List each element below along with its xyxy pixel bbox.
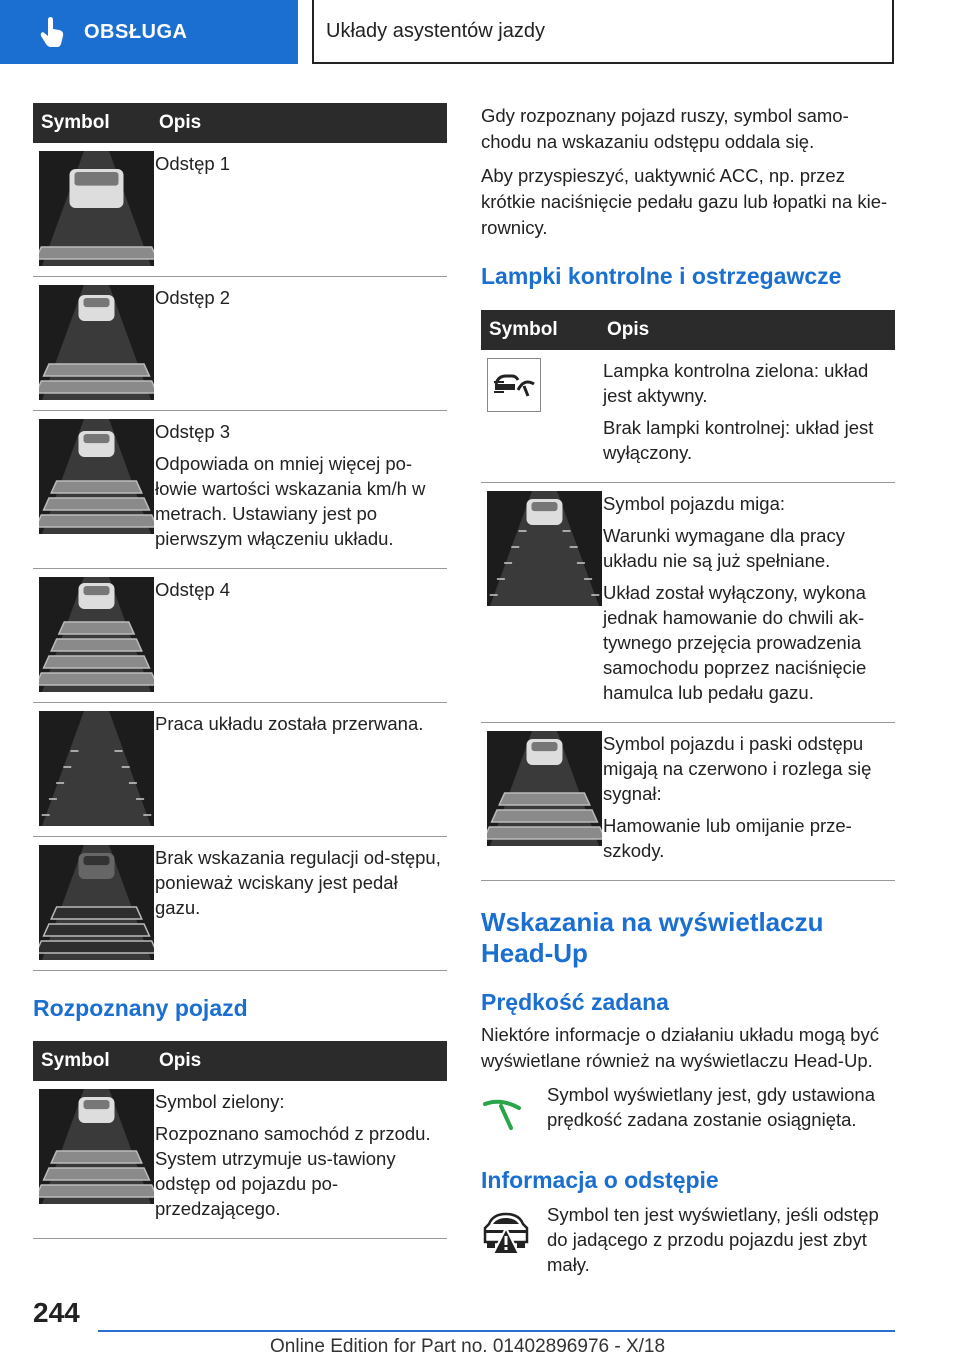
description-text: Odstęp 1 xyxy=(155,153,231,174)
description-cell xyxy=(151,411,447,568)
distance-heading: Informacja o odstępie xyxy=(481,1167,719,1193)
table-row xyxy=(33,1081,447,1239)
description-text: Brak lampki kontrolnej: układ jest wyłączony. xyxy=(603,417,874,463)
column-symbol: Symbol xyxy=(41,1050,110,1071)
table-row xyxy=(33,569,447,703)
car-red-image xyxy=(487,731,602,846)
car-blink-image xyxy=(487,491,602,606)
description-cell xyxy=(151,277,236,410)
distance-warning-icon xyxy=(481,1202,547,1277)
description-cell xyxy=(599,483,895,722)
distance-icon-row xyxy=(481,1202,895,1277)
recognized-heading: Rozpoznany pojazd xyxy=(33,995,248,1021)
description-text: Hamowanie lub omijanie prze-szkody. xyxy=(603,815,852,861)
speed-icon-row xyxy=(481,1082,895,1141)
description-text: Warunki wymagane dla pracy układu nie są już spełniane. xyxy=(603,525,845,571)
description-text: Odstęp 4 xyxy=(155,579,231,600)
pointing-hand-icon xyxy=(38,17,68,47)
car-distance-dark-image xyxy=(39,845,154,960)
table-header xyxy=(481,310,895,350)
page-number: 244 xyxy=(33,1297,80,1328)
description-cell xyxy=(151,837,447,970)
car-distance-3-image xyxy=(39,419,154,534)
acc-indicator-icon xyxy=(487,358,541,412)
column-symbol: Symbol xyxy=(41,112,110,133)
symbol-cell xyxy=(33,277,151,410)
description-text: Odstęp 3 xyxy=(155,421,231,442)
car-green-image xyxy=(39,1089,154,1204)
set-speed-icon xyxy=(481,1082,547,1141)
distance-icon-text: Symbol ten jest wyświetlany, jeśli odstęp do jadącego z przodu pojazdu jest zbyt mały. xyxy=(547,1204,879,1275)
table-row xyxy=(33,703,447,837)
speed-heading: Prędkość zadana xyxy=(481,989,669,1015)
symbol-cell xyxy=(33,569,151,702)
description-text: Symbol pojazdu i paski odstępu migają na czerwono i rozlega się sygnał: xyxy=(603,733,872,804)
description-cell xyxy=(151,143,236,276)
lamps-heading: Lampki kontrolne i ostrzegawcze xyxy=(481,263,842,289)
table-header xyxy=(33,1041,447,1081)
table-row xyxy=(33,143,447,277)
description-cell xyxy=(151,703,429,836)
description-text: Lampka kontrolna zielona: układ jest aktywny. xyxy=(603,360,869,406)
section-tab[interactable] xyxy=(0,0,298,64)
table-row xyxy=(481,350,895,483)
symbol-cell xyxy=(481,723,599,880)
car-distance-4-image xyxy=(39,577,154,692)
symbol-cell xyxy=(33,411,151,568)
car-distance-2-image xyxy=(39,285,154,400)
description-text: Rozpoznano samochód z przodu. System utrzymuje us-tawiony odstęp od pojazdu po-przedzającego. xyxy=(155,1123,431,1219)
symbol-cell xyxy=(33,703,151,836)
speed-paragraph: Niektóre informacje o działaniu układu mogą być wyświetlane również na wyświetlaczu Head-Up. xyxy=(481,1024,879,1071)
description-text: Odstęp 2 xyxy=(155,287,231,308)
lane-no-car-image xyxy=(39,711,154,826)
description-cell xyxy=(599,723,895,880)
column-description: Opis xyxy=(607,319,650,340)
chapter-title: Układy asystentów jazdy xyxy=(312,0,894,64)
column-description: Opis xyxy=(159,1050,202,1071)
intro-paragraph-2: Aby przyspieszyć, uaktywnić ACC, np. przez krótkie naciśnięcie pedału gazu lub łopatki na kie-rownicy. xyxy=(481,165,888,238)
table-row xyxy=(33,837,447,971)
page-header xyxy=(0,0,960,66)
footer-edition: Online Edition for Part no. 01402896976 - X/18 xyxy=(270,1336,666,1357)
symbol-cell xyxy=(481,350,599,482)
description-text: Odpowiada on mniej więcej po-łowie wartości wskazania km/h w metrach. Ustawiany jest po pierwszym włączeniu układu. xyxy=(155,453,426,549)
symbol-cell xyxy=(33,1081,151,1238)
description-text: Symbol zielony: xyxy=(155,1091,285,1112)
speed-icon-text: Symbol wyświetlany jest, gdy ustawiona prędkość zadana zostanie osiągnięta. xyxy=(547,1084,876,1130)
footer-divider xyxy=(98,1330,895,1332)
table-row xyxy=(33,277,447,411)
description-cell xyxy=(599,350,895,482)
description-text: Układ został wyłączony, wykona jednak hamowanie do chwili ak-tywnego przejęcia prowadzenia samochodu poprzez naciśnięcie hamulca lub pedału gazu. xyxy=(603,582,867,703)
symbol-cell xyxy=(33,837,151,970)
description-text: Brak wskazania regulacji od-stępu, ponieważ wciskany jest pedał gazu. xyxy=(155,847,441,918)
table-row xyxy=(481,483,895,723)
right-column xyxy=(481,103,895,1277)
table-header xyxy=(33,103,447,143)
left-column xyxy=(33,103,447,1239)
column-description: Opis xyxy=(159,112,202,133)
column-symbol: Symbol xyxy=(489,319,558,340)
hud-heading: Wskazania na wyświetlaczu Head-Up xyxy=(481,907,824,968)
table-row xyxy=(33,411,447,569)
intro-paragraph-1: Gdy rozpoznany pojazd ruszy, symbol samo-chodu na wskazaniu odstępu oddala się. xyxy=(481,105,849,152)
description-text: Symbol pojazdu miga: xyxy=(603,493,786,514)
description-cell xyxy=(151,569,236,702)
car-distance-1-image xyxy=(39,151,154,266)
description-cell xyxy=(151,1081,447,1238)
description-text: Praca układu została przerwana. xyxy=(155,713,424,734)
section-label: OBSŁUGA xyxy=(84,20,188,43)
table-row xyxy=(481,723,895,881)
symbol-cell xyxy=(481,483,599,722)
symbol-cell xyxy=(33,143,151,276)
